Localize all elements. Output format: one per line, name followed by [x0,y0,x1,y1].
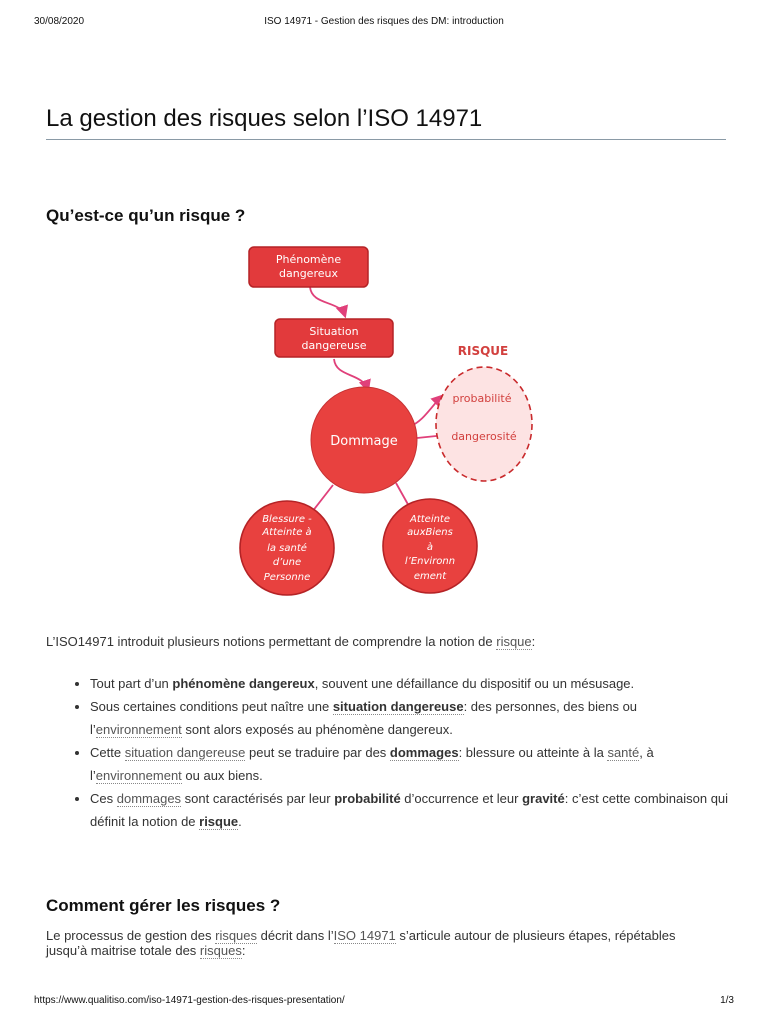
list-item [90,741,730,787]
bold-gravite: gravité [522,791,565,806]
text: : blessure ou atteinte à la [458,745,608,760]
list-item [90,672,730,695]
atteinte-line4: l’Environn [404,556,456,567]
link-risque[interactable]: risque [496,634,532,649]
text: s’articule autour de plusieurs étapes, répétables jusqu’à maitrise totale des [46,928,676,958]
intro-paragraph [46,634,535,649]
link-situation-dangereuse[interactable]: situation dangereuse [124,745,246,760]
blessure-line4: d’une [272,557,302,568]
print-page-number: 1/3 [720,995,734,1006]
text: . [238,814,242,829]
link-environnement[interactable]: environnement [95,768,182,783]
text: Tout part d’un [90,676,173,691]
print-date: 30/08/2020 [34,16,85,27]
atteinte-line1: Atteinte [409,514,451,525]
node-situation-line2: dangereuse [301,339,367,352]
link-environnement[interactable]: environnement [95,722,182,737]
risque-probabilite: probabilité [452,392,512,405]
text: , souvent une défaillance du dispositif ou un mésusage. [314,676,635,691]
link-dommages[interactable]: dommages [389,745,459,760]
print-url: https://www.qualitiso.com/iso-14971-gestion-des-risques-presentation/ [34,995,345,1006]
line-dommage-to-blessure [312,485,333,512]
bold-probabilite: probabilité [334,791,401,806]
atteinte-line5: ement [413,571,447,582]
link-situation-dangereuse[interactable]: situation dangereuse [332,699,464,714]
node-phenomene-line2: dangereux [279,267,338,280]
text: , à l’ [90,745,654,783]
node-phenomene-line1: Phénomène [275,253,342,266]
section-heading-manage-risks: Comment gérer les risques ? [46,896,281,915]
node-situation-line1: Situation [309,325,359,338]
text: Sous certaines conditions peut naître une [90,699,333,714]
page-title: La gestion des risques selon l’ISO 14971 [46,105,726,140]
print-doc-title: ISO 14971 - Gestion des risques des DM: introduction [264,16,504,27]
text: : c’est cette combinaison qui définit la notion de [90,791,729,829]
notions-list [46,672,730,833]
blessure-line3: la santé [267,543,307,554]
intro-end: : [531,634,536,649]
text: peut se traduire par des [245,745,390,760]
arrow-situation-to-dommage [334,359,368,390]
section-heading-what-is-risk: Qu’est-ce qu’un risque ? [46,206,246,225]
risque-label: RISQUE [457,344,509,358]
node-blessure [240,501,334,595]
link-sante[interactable]: santé [607,745,640,760]
list-item [90,787,730,833]
node-situation-dangereuse [275,319,393,357]
blessure-line5: Personne [263,572,311,583]
risque-dangerosite: dangerosité [451,430,517,443]
text: sont alors exposés au phénomène dangereux. [181,722,453,737]
link-iso-14971[interactable]: ISO 14971 [333,928,396,943]
list-item [90,695,730,741]
node-phenomene-dangereux [249,247,368,287]
node-dommage-label: Dommage [330,434,398,449]
node-atteinte-biens [383,499,477,593]
arrow-phenomene-to-situation [310,287,345,316]
atteinte-line3: à [426,542,434,553]
link-risque[interactable]: risque [199,814,239,829]
blessure-line1: Blessure - [262,514,312,525]
text: Le processus de gestion des [46,928,216,943]
bold-phenomene-dangereux: phénomène dangereux [172,676,315,691]
text: Cette [90,745,125,760]
text: ou aux biens. [181,768,263,783]
text: : [241,943,246,958]
text: : des personnes, des biens ou l’ [90,699,638,737]
atteinte-line2: auxBiens [407,527,453,538]
node-dommage [311,387,417,493]
text: Ces [90,791,117,806]
link-risques[interactable]: risques [199,943,242,958]
intro-text: L’ISO14971 introduit plusieurs notions permettant de comprendre la notion de [46,634,497,649]
link-dommages[interactable]: dommages [116,791,182,806]
process-paragraph [46,928,716,958]
text: sont caractérisés par leur [181,791,335,806]
node-risque [436,367,532,481]
link-risques[interactable]: risques [215,928,258,943]
text: décrit dans l’ [257,928,334,943]
blessure-line2: Atteinte à [262,527,312,538]
text: d’occurrence et leur [400,791,523,806]
